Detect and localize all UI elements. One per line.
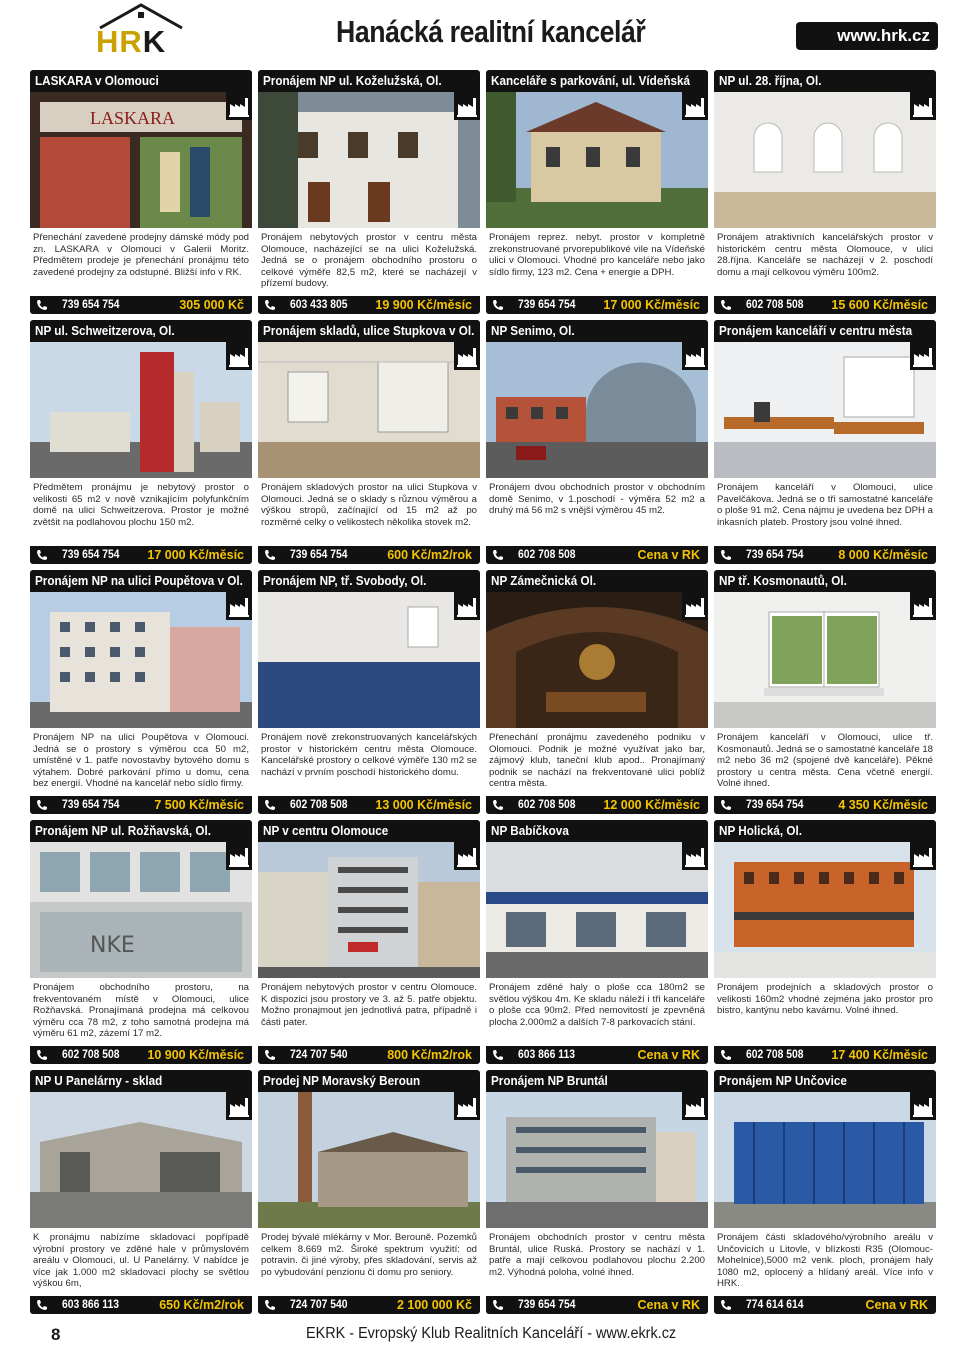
listing-photo[interactable] — [30, 592, 252, 728]
listing-description: Pronájem dvou obchodních prostor v obchodním domě Senimo, v 1.poschodí - výměra 52 m2 a druhý má 56 m2 s vnější výměrou 45 m2. — [489, 482, 705, 517]
factory-icon — [682, 92, 708, 120]
factory-icon — [682, 842, 708, 870]
page-number: 8 — [51, 1325, 61, 1344]
factory-icon — [454, 342, 480, 370]
listing-description: Pronájem prodejních a skladových prostor o velikosti 160m2 vhodné zejména jako prostor pro bistro, kantýnu nebo kavárnu. Volné ihned. — [717, 982, 933, 1017]
listing-card[interactable] — [714, 570, 936, 812]
listing-card[interactable] — [258, 1070, 480, 1312]
factory-icon — [454, 592, 480, 620]
listing-description: Přenechání pronájmu zavedeného podniku v Olomouci. Podnik je možné využívat jako bar, zájmový klub, taneční klub apod.. Pronajímaný podnik se nachází na frekventované ulici poblíž centra města. — [489, 732, 705, 790]
listing-photo-image — [714, 92, 936, 228]
listing-photo[interactable] — [486, 92, 708, 228]
listing-phone[interactable]: 603 866 113 — [518, 1049, 575, 1061]
listing-title-text: LASKARA v Olomouci — [35, 73, 159, 88]
listing-description: Předmětem pronájmu je nebytový prostor o velikosti 65 m2 v nově vznikajícím polyfunkčním domě na ulici Schweitzerova. Prostor je možné zvětšit na podlahovou plochu 150 m2. — [33, 482, 249, 528]
listing-price: Cena v RK — [637, 548, 700, 562]
listing-photo[interactable] — [714, 842, 936, 978]
listing-phone[interactable]: 724 707 540 — [290, 1299, 348, 1311]
listing-photo-image — [258, 92, 480, 228]
phone-icon — [720, 1049, 732, 1061]
listing-phone[interactable]: 602 708 508 — [62, 1049, 120, 1061]
listing-card[interactable] — [714, 320, 936, 562]
factory-icon — [226, 1092, 252, 1120]
factory-icon — [682, 1092, 708, 1120]
price-bar — [258, 296, 480, 314]
listing-photo-image — [486, 842, 708, 978]
listing-phone[interactable]: 739 654 754 — [746, 799, 804, 811]
factory-icon — [226, 592, 252, 620]
listing-description: Prodej bývalé mlékárny v Mor. Berouně. Pozemků celkem 8.669 m2. Široké spektrum využití: od potravin. či jiné výroby, přes skladování, servis až po vybudování penzionu či domu pro seniory. — [261, 1232, 477, 1278]
listing-card[interactable] — [714, 1070, 936, 1312]
listing-price: 19 900 Kč/měsíc — [375, 298, 472, 312]
price-bar — [30, 796, 252, 814]
listing-card[interactable] — [30, 320, 252, 562]
listing-card[interactable] — [714, 820, 936, 1062]
listing-photo-image — [30, 842, 252, 978]
listing-description: Pronájem nebytových prostor v centru Olomouce. K dispozici jsou prostory ve 3. až 5. patře objektu. Možno pronajmout jen jednotlivá patra, případně i části pater. — [261, 982, 477, 1028]
listing-photo-image — [486, 342, 708, 478]
listing-phone[interactable]: 603 433 805 — [290, 299, 348, 311]
listing-card[interactable] — [486, 820, 708, 1062]
phone-icon — [264, 299, 276, 311]
listing-title[interactable] — [714, 820, 936, 842]
listing-photo-image — [714, 342, 936, 478]
listing-description: Pronájem obchodních prostor v centru města Bruntál, ulice Ruská. Prostory se nachází v 1. patře a mají celkovou podlahovou plochu 2.200 m2. Výhodná poloha, volné ihned. — [489, 1232, 705, 1278]
factory-icon — [910, 592, 936, 620]
listing-description: Pronájem skladových prostor na ulici Stupkova v Olomouci. Jedná se o sklady s různou výměrou a výškou stropů, začínající od 15 m2 až po rozměrné celky o velikostech několika stovek m2. — [261, 482, 477, 528]
listing-price: 12 000 Kč/měsíc — [603, 798, 700, 812]
price-bar — [486, 296, 708, 314]
listing-description: Pronájem nově zrekonstruovaných kancelářských prostor v historickém centru města Olomouce. Kancelářské prostory o celkové výměře 130 m2 se nachází v prvním poschodí historického domu. — [261, 732, 477, 778]
listing-photo[interactable] — [30, 342, 252, 478]
listing-phone[interactable]: 724 707 540 — [290, 1049, 348, 1061]
listing-title-text: NP U Panelárny - sklad — [35, 1073, 163, 1088]
website-badge[interactable]: www.hrk.cz — [796, 22, 938, 50]
listing-price: Cena v RK — [637, 1048, 700, 1062]
logo-text: HRK — [96, 24, 167, 59]
listing-description: Pronájem kanceláří v Olomouci, ulice tř. Kosmonautů. Jedná se o samostatné kanceláře 18 m2 nebo 36 m2 (spojené dvě kanceláře). Pěkné prostory u centra města. Cena včetně energií. Volné ihned. — [717, 732, 933, 790]
phone-icon — [492, 1299, 504, 1311]
price-bar — [30, 546, 252, 564]
listing-title-text: Pronájem NP na ulici Poupětova v Ol. — [35, 573, 243, 588]
listing-title[interactable] — [258, 320, 480, 342]
listing-title[interactable] — [714, 570, 936, 592]
page-header — [0, 0, 960, 66]
phone-icon — [720, 1299, 732, 1311]
listing-photo-image — [258, 1092, 480, 1228]
price-bar — [486, 1046, 708, 1064]
listing-photo-image — [258, 592, 480, 728]
price-bar — [486, 1296, 708, 1314]
listing-description: Pronájem kanceláří v Olomouci, ulice Pavelčákova. Jedná se o tři samostatné kanceláře o ploše 91 m2. Cena nájmu je uvedena bez DPH a inkasních plateb. Prostory jsou volné ihned. — [717, 482, 933, 528]
listing-title[interactable] — [30, 320, 252, 342]
listing-title[interactable] — [258, 570, 480, 592]
phone-icon — [264, 549, 276, 561]
listing-photo-image — [30, 1092, 252, 1228]
listing-photo[interactable] — [30, 1092, 252, 1228]
listing-phone[interactable]: 739 654 754 — [518, 299, 576, 311]
listing-title-text: Prodej NP Moravský Beroun — [263, 1073, 421, 1088]
factory-icon — [682, 342, 708, 370]
listing-photo-image — [258, 342, 480, 478]
listing-description: Pronájem atraktivních kancelářských prostor v historickém centru města Olomouce, v ulici 28.října. Kanceláře se nacházejí v 2. poschodí domu a mají celkovou výměru 100m2. — [717, 232, 933, 278]
listing-card[interactable] — [30, 1070, 252, 1312]
factory-icon — [910, 1092, 936, 1120]
phone-icon — [720, 799, 732, 811]
phone-icon — [492, 549, 504, 561]
listing-photo[interactable] — [714, 342, 936, 478]
listing-title-text: Pronájem NP Unčovice — [719, 1073, 847, 1088]
listing-photo[interactable] — [258, 92, 480, 228]
listing-title-text: Pronájem kanceláří v centru města — [719, 323, 913, 338]
listing-photo-image — [486, 1092, 708, 1228]
factory-icon — [226, 342, 252, 370]
price-bar — [714, 546, 936, 564]
listing-phone[interactable]: 739 654 754 — [290, 549, 348, 561]
factory-icon — [910, 842, 936, 870]
svg-text:NKE: NKE — [90, 933, 135, 958]
phone-icon — [492, 799, 504, 811]
phone-icon — [264, 1299, 276, 1311]
factory-icon — [910, 342, 936, 370]
listing-title-text: NP ul. 28. října, Ol. — [719, 73, 822, 88]
listing-photo[interactable] — [714, 92, 936, 228]
listing-photo[interactable] — [258, 592, 480, 728]
listing-photo[interactable] — [258, 1092, 480, 1228]
listing-price: 800 Kč/m2/rok — [387, 1048, 472, 1062]
svg-text:LASKARA: LASKARA — [90, 108, 176, 128]
listing-description: K pronájmu nabízíme skladovací popřípadě výrobní prostory ve zděné hale v průmyslovém areálu v Olomouci, ul. U Panelárny. V nabídce je více jak 1.000 m2 skladovací plochy se světlou výškou 6m, — [33, 1232, 249, 1290]
phone-icon — [36, 549, 48, 561]
listing-price: 17 000 Kč/měsíc — [603, 298, 700, 312]
listing-phone[interactable]: 739 654 754 — [746, 549, 804, 561]
listing-title-text: NP Senimo, Ol. — [491, 323, 575, 338]
listing-photo-image — [714, 592, 936, 728]
listing-title-text: NP tř. Kosmonautů, Ol. — [719, 573, 847, 588]
listing-card[interactable] — [30, 70, 252, 312]
listing-price: 4 350 Kč/měsíc — [838, 798, 928, 812]
price-bar — [30, 1046, 252, 1064]
price-bar — [486, 546, 708, 564]
listing-title-text: Pronájem NP, tř. Svobody, Ol. — [263, 573, 427, 588]
listing-title[interactable] — [486, 70, 708, 92]
factory-icon — [454, 92, 480, 120]
listing-phone[interactable]: 739 654 754 — [62, 799, 120, 811]
listing-photo-image — [30, 592, 252, 728]
listing-phone[interactable]: 774 614 614 — [746, 1299, 804, 1311]
listing-card[interactable] — [30, 570, 252, 812]
phone-icon — [720, 549, 732, 561]
listing-title[interactable] — [714, 1070, 936, 1092]
listing-card[interactable] — [486, 70, 708, 312]
listing-title[interactable] — [30, 70, 252, 92]
listing-title[interactable] — [486, 570, 708, 592]
price-bar — [486, 796, 708, 814]
phone-icon — [36, 1049, 48, 1061]
price-bar — [258, 546, 480, 564]
listing-title-text: Pronájem skladů, ulice Stupkova v Ol. — [263, 323, 475, 338]
listing-card[interactable] — [486, 1070, 708, 1312]
listing-title-text: NP v centru Olomouce — [263, 823, 389, 838]
listing-photo[interactable] — [258, 842, 480, 978]
listing-price: 650 Kč/m2/rok — [159, 1298, 244, 1312]
phone-icon — [264, 799, 276, 811]
listing-photo-image — [714, 842, 936, 978]
listing-title[interactable] — [486, 320, 708, 342]
listing-phone[interactable]: 603 866 113 — [62, 1299, 119, 1311]
phone-icon — [264, 1049, 276, 1061]
factory-icon — [226, 842, 252, 870]
price-bar — [30, 1296, 252, 1314]
listing-description: Pronájem zděné haly o ploše cca 180m2 se světlou výškou 4m. Ke skladu náleží i tři kanceláře o ploše cca 90m2. Před nemovitostí je zpevněná plocha 2.000m2 a dalších 7-8 parkovacích stání. — [489, 982, 705, 1028]
listing-photo[interactable] — [30, 92, 252, 228]
price-bar — [714, 1296, 936, 1314]
listing-phone[interactable]: 602 708 508 — [518, 799, 576, 811]
listing-photo[interactable] — [486, 842, 708, 978]
listing-photo[interactable] — [714, 1092, 936, 1228]
listing-card[interactable] — [486, 320, 708, 562]
factory-icon — [226, 92, 252, 120]
listing-title[interactable] — [486, 1070, 708, 1092]
listing-card[interactable] — [258, 570, 480, 812]
factory-icon — [454, 1092, 480, 1120]
listing-description: Pronájem NP na ulici Poupětova v Olomouci. Jedná se o prostory s výměrou cca 50 m2, umístěné v 1. patře novostavby bytového domu s výtahem. Dobré parkování přímo u domu, cena bez energií. Vhodné na kancelář nebo sídlo firmy. — [33, 732, 249, 790]
listing-title-text: NP Babíčkova — [491, 823, 569, 838]
listing-photo[interactable] — [486, 342, 708, 478]
listing-photo-image — [714, 1092, 936, 1228]
listing-price: 2 100 000 Kč — [396, 1298, 472, 1312]
phone-icon — [36, 1299, 48, 1311]
listing-description: Pronájem nebytových prostor v centru města Olomouce, nacházející se na ulici Koželužská. Jedná se o pronájem obchodního prostoru o celkové výměře 82,5 m2, které se nacházejí v přízemí budovy. — [261, 232, 477, 290]
listing-phone[interactable]: 602 708 508 — [746, 299, 804, 311]
phone-icon — [36, 799, 48, 811]
listing-description: Pronájem reprez. nebyt. prostor v kompletně zrekonstruované prvorepublikové vile na Vídeňské ulici v Olomouci. Vhodné pro kanceláře nebo jako sídlo firmy, 123 m2. Cena + energie a DPH. — [489, 232, 705, 278]
listing-price: 305 000 Kč — [179, 298, 244, 312]
listing-title[interactable] — [714, 320, 936, 342]
listing-photo[interactable] — [486, 1092, 708, 1228]
listing-phone[interactable]: 739 654 754 — [62, 549, 120, 561]
listing-price: 8 000 Kč/měsíc — [838, 548, 928, 562]
listing-phone[interactable]: 739 654 754 — [62, 299, 120, 311]
listing-price: 13 000 Kč/měsíc — [375, 798, 472, 812]
listing-title[interactable] — [258, 1070, 480, 1092]
listing-price: Cena v RK — [637, 1298, 700, 1312]
listing-price: 600 Kč/m2/rok — [387, 548, 472, 562]
listing-title[interactable] — [30, 820, 252, 842]
listing-price: Cena v RK — [865, 1298, 928, 1312]
price-bar — [30, 296, 252, 314]
listing-title[interactable] — [30, 1070, 252, 1092]
listing-title-text: Kanceláře s parkování, ul. Vídeňská — [491, 73, 690, 88]
listing-price: 17 000 Kč/měsíc — [147, 548, 244, 562]
listing-title[interactable] — [258, 820, 480, 842]
price-bar — [714, 296, 936, 314]
price-bar — [258, 1296, 480, 1314]
listing-description: Pronájem části skladového/výrobního areálu v Unčovicích u Litovle, v blízkosti R35 (Olomouc- Mohelnice),5000 m2 venk. ploch, pronájem haly 1080 m2, oplocený a hlídaný areál. Více info v HRK. — [717, 1232, 933, 1290]
price-bar — [714, 796, 936, 814]
listing-price: 7 500 Kč/měsíc — [154, 798, 244, 812]
listing-card[interactable] — [258, 320, 480, 562]
listing-title-text: Pronájem NP Bruntál — [491, 1073, 608, 1088]
listing-title[interactable] — [486, 820, 708, 842]
listing-card[interactable] — [714, 70, 936, 312]
listing-card[interactable] — [486, 570, 708, 812]
listing-title-text: NP Holická, Ol. — [719, 823, 803, 838]
phone-icon — [492, 1049, 504, 1061]
listing-description: Pronájem obchodního prostoru, na frekventovaném místě v Olomouci, ulice Rožňavská. Pronajímaná prodejna má celkovou výměru cca 78 m2, z toho samotná prodejna má výměru 61 m2, zázemí 17 m2. — [33, 982, 249, 1040]
listing-description: Přenechání zavedené prodejny dámské módy pod zn. LASKARA v Olomouci v Galerii Moritz. Předmětem prodeje je přenechání pronájmu této zavedené prodejny za odstupné. Bližší info v RK. — [33, 232, 249, 278]
phone-icon — [36, 299, 48, 311]
listing-photo[interactable] — [258, 342, 480, 478]
footer-text[interactable]: EKRK - Evropský Klub Realitních Kanceláří - www.ekrk.cz — [306, 1325, 677, 1342]
phone-icon — [492, 299, 504, 311]
price-bar — [258, 796, 480, 814]
factory-icon — [682, 592, 708, 620]
listing-price: 15 600 Kč/měsíc — [831, 298, 928, 312]
listing-title-text: NP Zámečnická Ol. — [491, 573, 597, 588]
phone-icon — [720, 299, 732, 311]
price-bar — [714, 1046, 936, 1064]
factory-icon — [910, 92, 936, 120]
listing-photo[interactable] — [714, 592, 936, 728]
listing-card[interactable] — [258, 820, 480, 1062]
listing-photo-image — [30, 342, 252, 478]
listing-phone[interactable]: 602 708 508 — [290, 799, 348, 811]
listing-card[interactable] — [258, 70, 480, 312]
listing-price: 17 400 Kč/měsíc — [831, 1048, 928, 1062]
page-title: Hanácká realitní kancelář — [336, 14, 646, 49]
factory-icon — [454, 842, 480, 870]
listing-card[interactable] — [30, 820, 252, 1062]
listing-title-text: Pronájem NP ul. Koželužská, Ol. — [263, 73, 442, 88]
listing-photo[interactable] — [486, 592, 708, 728]
listing-photo[interactable] — [30, 842, 252, 978]
listing-phone[interactable]: 602 708 508 — [746, 1049, 804, 1061]
listing-price: 10 900 Kč/měsíc — [147, 1048, 244, 1062]
listing-phone[interactable]: 602 708 508 — [518, 549, 576, 561]
listing-title[interactable] — [258, 70, 480, 92]
listing-title-text: Pronájem NP ul. Rožňavská, Ol. — [35, 823, 211, 838]
listing-photo-image — [486, 92, 708, 228]
listing-title[interactable] — [30, 570, 252, 592]
listing-phone[interactable]: 739 654 754 — [518, 1299, 576, 1311]
listing-photo-image — [486, 592, 708, 728]
listing-photo-image — [258, 842, 480, 978]
hrk-logo[interactable] — [96, 2, 186, 60]
price-bar — [258, 1046, 480, 1064]
listing-title[interactable] — [714, 70, 936, 92]
listing-photo-image — [30, 92, 252, 228]
listing-title-text: NP ul. Schweitzerova, Ol. — [35, 323, 175, 338]
